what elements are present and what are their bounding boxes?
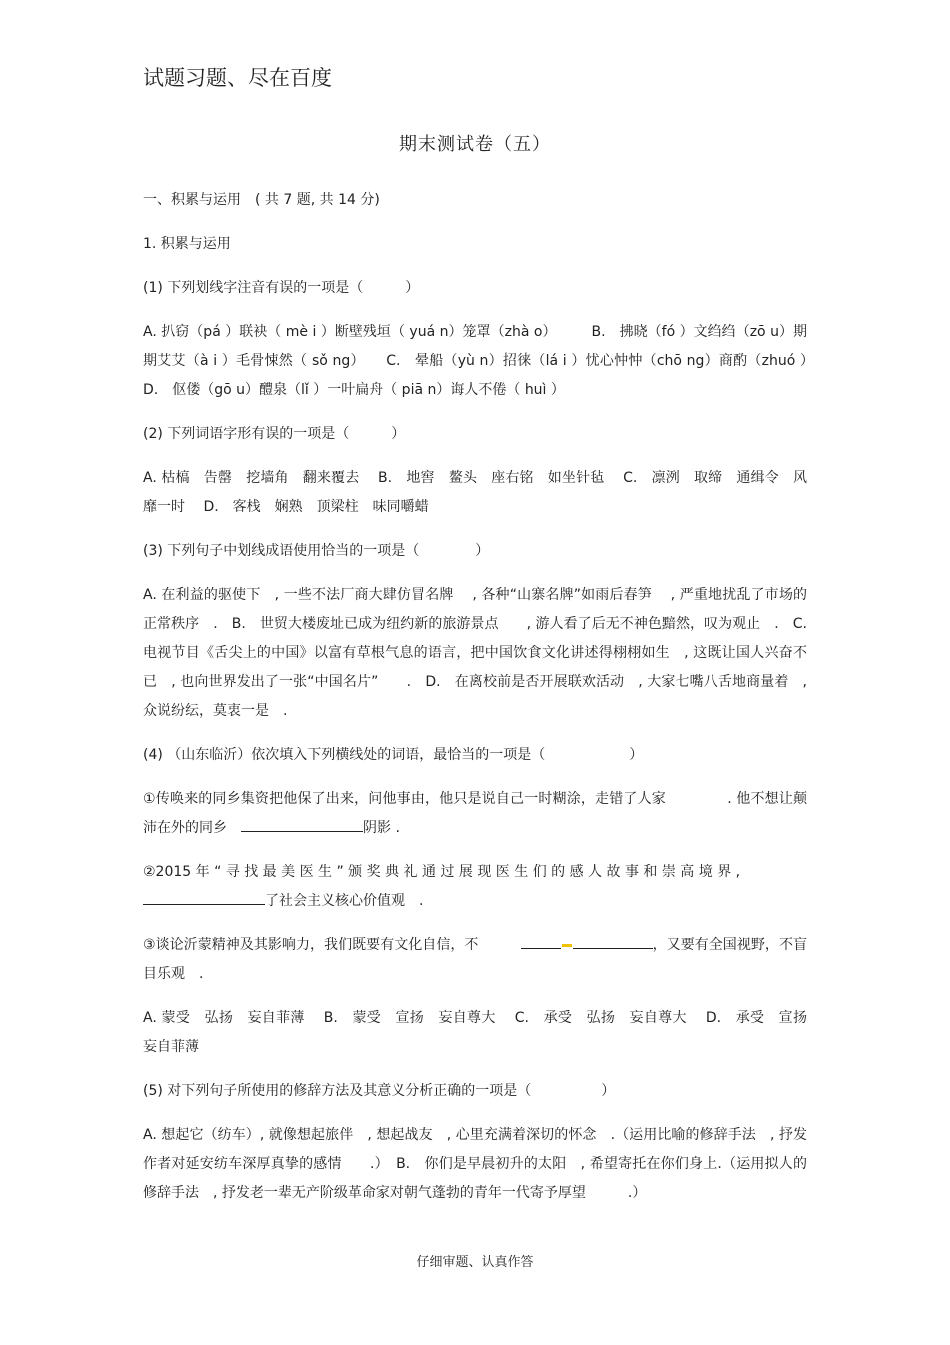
sentence-3-text-a: ③谈论沂蒙精神及其影响力，我们既要有文化自信，不 [143, 937, 521, 953]
question-1-1-stem: (1) 下列划线字注音有误的一项是（ ） [143, 280, 420, 296]
question-1-5-stem: (5) 对下列句子所使用的修辞方法及其意义分析正确的一项是（ ） [143, 1083, 616, 1099]
sentence-1-text-a: ①传唤来的同乡集资把他保了出来，问他事由，他只是说自己一时糊涂，走错了人家 . 他不想让颠沛在外的同乡 [143, 791, 807, 836]
exam-content [143, 186, 821, 1223]
header-note: 试题习题、尽在百度 [143, 66, 332, 90]
question-1-2-stem: (2) 下列词语字形有误的一项是（ ） [143, 426, 406, 442]
sentence-3-text-b: ，又要有全国视野，不盲目乐观 . [143, 937, 807, 982]
fill-blank [241, 816, 363, 832]
sentence-2-text-b: 了社会主义核心价值观 . [265, 893, 424, 909]
section-heading: 一、积累与运用 ( 共 7 题, 共 14 分) [143, 192, 380, 208]
fill-blank [143, 889, 265, 905]
page-title: 期末测试卷（五） [399, 134, 551, 155]
question-1-4-sentence-1 [143, 785, 807, 843]
question-1-2-options: A. 枯槁 告罄 挖墙角 翻来覆去 B. 地窖 鳌头 座右铭 如坐针毡 C. 凛洌 取缔 通缉令 风靡一时 D. 客栈 娴熟 顶梁柱 味同嚼蜡 [143, 470, 807, 515]
question-1-3-options: A. 在利益的驱使下 , 一些不法厂商大肆仿冒名牌 , 各种“山寨名牌”如雨后春笋 , 严重地扰乱了市场的正常秩序 . B. 世贸大楼废址已成为纽约新的旅游景点 , 游人看了后无不神色黯然，叹为观止 . C. 电视节目《舌尖上的中国》以富有草根气息的语言，把中国饮食文化讲述得栩栩如生 , 这既让国人兴奋不已 , 也向世界发出了一张“中国名片” . D. 在离校前是否开展联欢活动 , 大家七嘴八舌地商量着 , 众说纷纭，莫衷一是 . [143, 587, 821, 719]
footer-note: 仔细审题、认真作答 [416, 1255, 534, 1270]
question-1-1-options: A. 扒窃（pá ）联袂（ mè i ）断壁残垣（ yuá n）笼罩（zhà o） B. 拂晓（fó ）文绉绉（zō u）期期艾艾（à i ）毛骨悚然（ sǒ ng） C. 晕船（yù n）招徕（lá i ）忧心忡忡（chō ng）商酌（zhuó ） D. 伛偻（gō u）醴泉（lǐ ）一叶扁舟（ piā n）诲人不倦（ huì ） [143, 324, 821, 398]
highlight-mark [562, 944, 572, 947]
question-1-3-stem: (3) 下列句子中划线成语使用恰当的一项是（ ） [143, 543, 490, 559]
question-1-5-options: A. 想起它（纺车）, 就像想起旅伴 , 想起战友 , 心里充满着深切的怀念 .（运用比喻的修辞手法 , 抒发作者对延安纺车深厚真挚的感情 .） B. 你们是早晨初升的太阳 , 希望寄托在你们身上.（运用拟人的修辞手法 , 抒发老一辈无产阶级革命家对朝气蓬勃的青年一代寄予厚望 .） [143, 1127, 807, 1201]
sentence-2-text-a: ②2015 年 “ 寻 找 最 美 医 生 ” 颁 奖 典 礼 通 过 展 现 医 生 们 的 感 人 故 事 和 崇 高 境 界 , [143, 864, 741, 880]
question-1-4-sentence-2 [143, 858, 807, 916]
sentence-1-text-b: 阴影 . [363, 820, 400, 836]
question-1-4-options: A. 蒙受 弘扬 妄自菲薄 B. 蒙受 宣扬 妄自尊大 C. 承受 弘扬 妄自尊大 D. 承受 宣扬 妄自菲薄 [143, 1010, 821, 1055]
fill-blank [521, 933, 561, 949]
question-1-title: 1. 积累与运用 [143, 236, 231, 252]
question-1-4-stem: (4) （山东临沂）依次填入下列横线处的词语，最恰当的一项是（ ） [143, 747, 644, 763]
fill-blank [573, 933, 653, 949]
question-1-4-sentence-3 [143, 931, 807, 989]
